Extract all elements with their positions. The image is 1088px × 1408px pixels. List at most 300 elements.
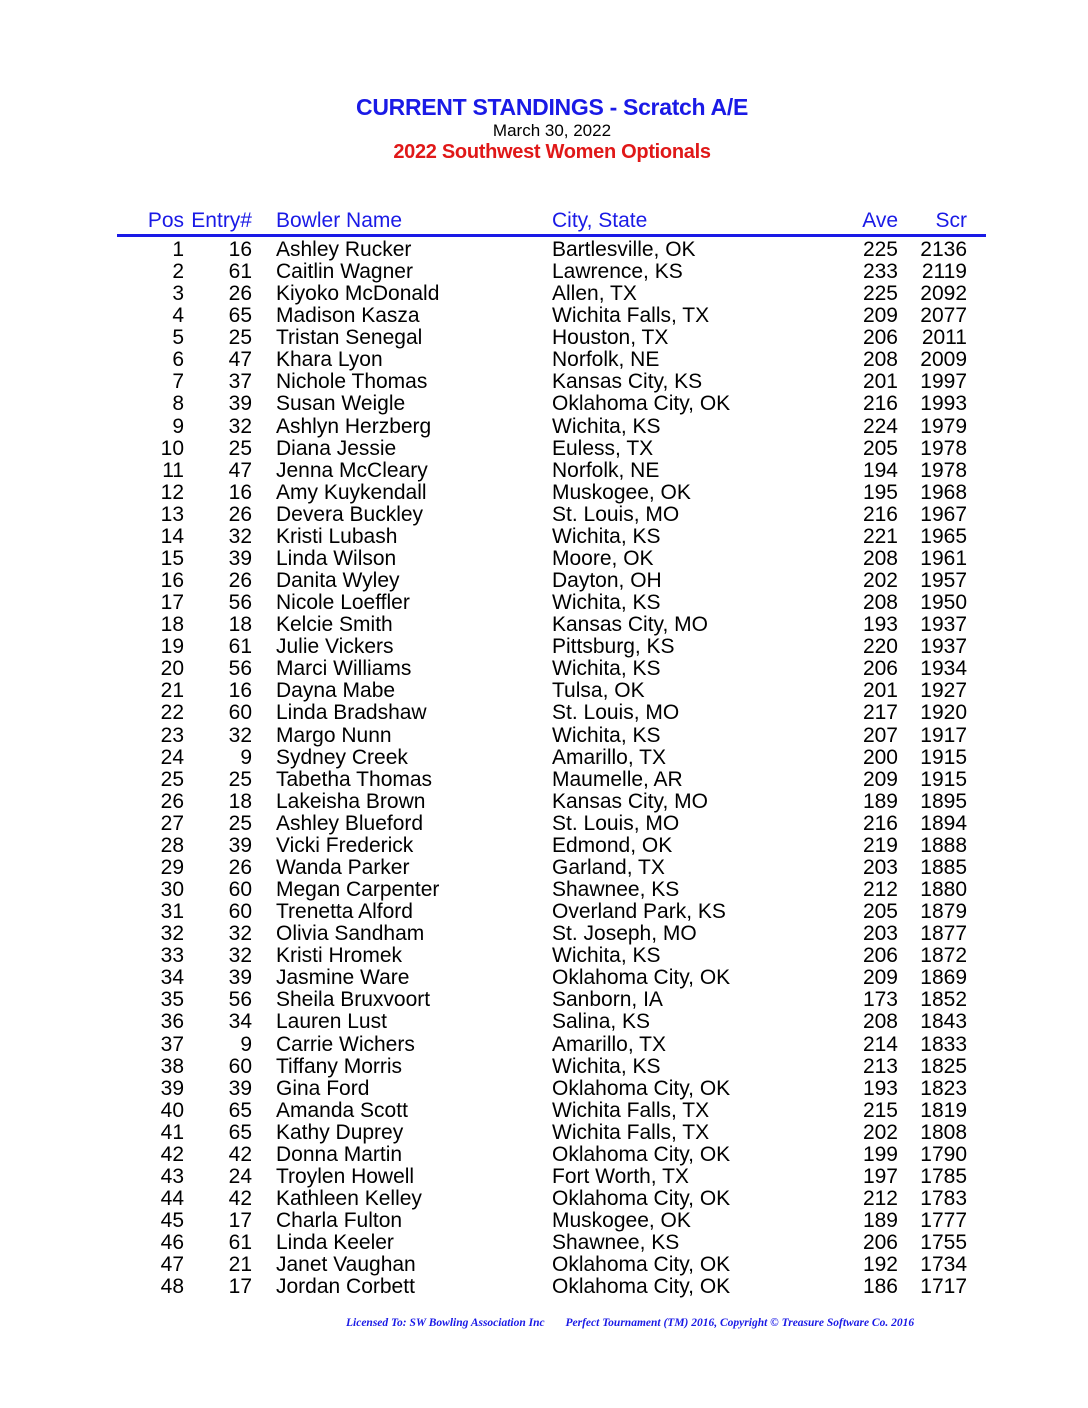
cell-name: Megan Carpenter: [276, 878, 440, 902]
cell-entry: 18: [228, 789, 252, 813]
cell-name: Kathleen Kelley: [276, 1187, 422, 1210]
cell-city: Oklahoma City, OK: [552, 966, 731, 990]
cell-pos: 4: [172, 304, 184, 328]
table-row: [0, 1078, 1088, 1100]
cell-ave: 208: [862, 348, 898, 372]
cell-entry: 16: [228, 238, 252, 261]
cell-scr: 1877: [920, 922, 967, 946]
cell-city: Salina, KS: [552, 1010, 651, 1034]
cell-ave: 208: [862, 1010, 898, 1034]
cell-entry: 60: [228, 701, 252, 725]
cell-scr: 1885: [920, 855, 967, 879]
table-row: [0, 1210, 1088, 1232]
cell-pos: 12: [160, 480, 184, 504]
cell-name: Janet Vaughan: [276, 1253, 416, 1277]
cell-scr: 1783: [920, 1187, 967, 1210]
cell-pos: 18: [160, 613, 184, 637]
cell-scr: 1777: [920, 1209, 967, 1233]
cell-scr: 1790: [920, 1142, 967, 1166]
col-header-entry: Entry#: [191, 209, 252, 232]
cell-pos: 2: [172, 260, 184, 284]
cell-pos: 23: [160, 723, 184, 747]
cell-entry: 56: [228, 988, 252, 1012]
cell-scr: 2136: [920, 238, 967, 261]
cell-ave: 216: [862, 392, 898, 416]
cell-pos: 33: [160, 944, 184, 968]
cell-ave: 216: [862, 811, 898, 835]
cell-city: Norfolk, NE: [552, 348, 660, 372]
table-row: [0, 769, 1088, 791]
cell-city: Wichita, KS: [552, 944, 661, 968]
cell-entry: 42: [228, 1187, 252, 1210]
cell-scr: 1819: [920, 1098, 967, 1122]
cell-name: Vicki Frederick: [276, 833, 414, 857]
cell-city: St. Louis, MO: [552, 811, 680, 835]
cell-name: Devera Buckley: [276, 502, 424, 526]
cell-scr: 1927: [920, 679, 967, 703]
cell-name: Carrie Wichers: [276, 1032, 415, 1056]
table-row: [0, 725, 1088, 747]
table-row: [0, 680, 1088, 702]
cell-name: Troylen Howell: [276, 1164, 415, 1188]
cell-ave: 208: [862, 591, 898, 615]
cell-scr: 1823: [920, 1076, 967, 1100]
cell-ave: 207: [862, 723, 898, 747]
cell-entry: 34: [228, 1010, 252, 1034]
cell-name: Lakeisha Brown: [276, 789, 426, 813]
cell-entry: 60: [228, 1054, 252, 1078]
cell-pos: 16: [160, 569, 184, 593]
cell-pos: 31: [160, 900, 184, 924]
cell-scr: 1894: [920, 811, 967, 835]
cell-pos: 29: [160, 855, 184, 879]
cell-ave: 195: [862, 480, 898, 504]
cell-ave: 203: [862, 855, 898, 879]
cell-name: Diana Jessie: [276, 436, 397, 460]
cell-scr: 2011: [921, 326, 967, 350]
cell-scr: 1869: [920, 966, 967, 990]
cell-pos: 9: [172, 414, 184, 438]
table-row: [0, 482, 1088, 504]
cell-city: Sanborn, IA: [552, 988, 663, 1012]
cell-pos: 17: [160, 591, 184, 615]
cell-city: Moore, OK: [552, 546, 654, 570]
cell-scr: 1852: [920, 988, 967, 1012]
cell-entry: 32: [228, 524, 252, 548]
table-row: [0, 967, 1088, 989]
cell-city: Wichita, KS: [552, 414, 661, 438]
cell-name: Ashley Rucker: [276, 238, 412, 261]
cell-city: Oklahoma City, OK: [552, 1275, 731, 1299]
cell-ave: 205: [862, 436, 898, 460]
cell-city: Tulsa, OK: [552, 679, 645, 703]
cell-entry: 42: [228, 1142, 252, 1166]
cell-entry: 32: [228, 723, 252, 747]
cell-entry: 26: [228, 855, 252, 879]
cell-name: Kristi Hromek: [276, 944, 403, 968]
table-row: [0, 504, 1088, 526]
cell-scr: 1978: [920, 436, 967, 460]
col-header-name: Bowler Name: [276, 209, 403, 232]
table-row: [0, 416, 1088, 438]
cell-pos: 22: [160, 701, 184, 725]
cell-pos: 11: [162, 458, 184, 482]
cell-city: Oklahoma City, OK: [552, 1142, 731, 1166]
cell-ave: 209: [862, 966, 898, 990]
cell-scr: 1833: [920, 1032, 967, 1056]
cell-entry: 61: [228, 260, 252, 284]
cell-name: Tristan Senegal: [276, 326, 423, 350]
cell-city: Oklahoma City, OK: [552, 1187, 731, 1210]
cell-city: Wichita Falls, TX: [552, 304, 710, 328]
cell-ave: 202: [862, 1120, 898, 1144]
table-row: [0, 614, 1088, 636]
footer: [346, 1317, 932, 1329]
cell-scr: 1915: [920, 745, 967, 769]
cell-pos: 24: [160, 745, 184, 769]
cell-name: Danita Wyley: [276, 569, 400, 593]
cell-ave: 206: [862, 326, 898, 350]
cell-ave: 200: [862, 745, 898, 769]
cell-city: Shawnee, KS: [552, 878, 680, 902]
cell-ave: 192: [862, 1253, 898, 1277]
table-row: [0, 901, 1088, 923]
cell-entry: 25: [228, 767, 252, 791]
cell-entry: 24: [228, 1164, 252, 1188]
cell-ave: 209: [862, 767, 898, 791]
cell-entry: 16: [228, 679, 252, 703]
cell-name: Dayna Mabe: [276, 679, 396, 703]
cell-city: Amarillo, TX: [552, 1032, 666, 1056]
col-header-pos: Pos: [147, 209, 184, 232]
cell-name: Kristi Lubash: [276, 524, 398, 548]
cell-entry: 16: [228, 480, 252, 504]
cell-name: Olivia Sandham: [276, 922, 425, 946]
table-row: [0, 945, 1088, 967]
cell-city: Oklahoma City, OK: [552, 1076, 731, 1100]
cell-scr: 2009: [920, 348, 967, 372]
table-row: [0, 1232, 1088, 1254]
cell-city: Muskogee, OK: [552, 480, 691, 504]
cell-entry: 9: [240, 745, 252, 769]
table-row: [0, 702, 1088, 724]
cell-entry: 65: [228, 1098, 252, 1122]
cell-entry: 56: [228, 591, 252, 615]
cell-name: Caitlin Wagner: [276, 260, 413, 284]
cell-pos: 38: [160, 1054, 184, 1078]
table-row: [0, 1276, 1088, 1298]
cell-city: Wichita Falls, TX: [552, 1120, 710, 1144]
cell-city: Kansas City, MO: [552, 789, 708, 813]
cell-scr: 1965: [920, 524, 967, 548]
table-row: [0, 1188, 1088, 1210]
cell-scr: 1937: [920, 635, 967, 659]
cell-ave: 217: [862, 701, 898, 725]
table-row: [0, 791, 1088, 813]
cell-ave: 209: [862, 304, 898, 328]
cell-entry: 26: [228, 569, 252, 593]
table-row: [0, 393, 1088, 415]
table-row: [0, 327, 1088, 349]
cell-city: Fort Worth, TX: [552, 1164, 689, 1188]
cell-pos: 21: [160, 679, 184, 703]
cell-scr: 1997: [920, 370, 967, 394]
cell-entry: 65: [228, 304, 252, 328]
cell-scr: 1872: [920, 944, 967, 968]
cell-ave: 189: [862, 789, 898, 813]
cell-pos: 20: [160, 657, 184, 681]
cell-pos: 28: [160, 833, 184, 857]
cell-city: St. Louis, MO: [552, 502, 680, 526]
cell-entry: 65: [228, 1120, 252, 1144]
cell-entry: 47: [228, 458, 252, 482]
cell-city: Muskogee, OK: [552, 1209, 691, 1233]
table-row: [0, 570, 1088, 592]
table-row: [0, 857, 1088, 879]
cell-entry: 26: [228, 282, 252, 306]
cell-ave: 205: [862, 900, 898, 924]
cell-ave: 225: [862, 238, 898, 261]
cell-pos: 44: [160, 1187, 184, 1210]
cell-entry: 37: [228, 370, 252, 394]
cell-city: Wichita, KS: [552, 723, 661, 747]
table-row: [0, 1166, 1088, 1188]
cell-scr: 1967: [920, 502, 967, 526]
cell-entry: 32: [228, 922, 252, 946]
cell-ave: 224: [862, 414, 898, 438]
cell-name: Madison Kasza: [276, 304, 420, 328]
cell-name: Trenetta Alford: [276, 900, 413, 924]
cell-scr: 1888: [920, 833, 967, 857]
cell-ave: 199: [862, 1142, 898, 1166]
cell-scr: 1993: [920, 392, 967, 416]
cell-name: Nichole Thomas: [276, 370, 428, 394]
cell-pos: 27: [160, 811, 184, 835]
cell-scr: 1950: [920, 591, 967, 615]
cell-pos: 34: [160, 966, 184, 990]
cell-name: Amy Kuykendall: [276, 480, 427, 504]
cell-entry: 21: [228, 1253, 252, 1277]
cell-name: Ashlyn Herzberg: [276, 414, 432, 438]
cell-pos: 10: [160, 436, 184, 460]
cell-scr: 1937: [920, 613, 967, 637]
cell-ave: 213: [862, 1054, 898, 1078]
cell-entry: 39: [228, 833, 252, 857]
table-row: [0, 1144, 1088, 1166]
cell-entry: 32: [228, 414, 252, 438]
cell-name: Linda Bradshaw: [276, 701, 427, 725]
cell-city: Wichita, KS: [552, 591, 661, 615]
cell-scr: 1755: [920, 1231, 967, 1255]
cell-city: Wichita, KS: [552, 1054, 661, 1078]
cell-ave: 189: [862, 1209, 898, 1233]
cell-city: Houston, TX: [552, 326, 669, 350]
table-row: [0, 1034, 1088, 1056]
cell-name: Kathy Duprey: [276, 1120, 404, 1144]
cell-scr: 1978: [920, 458, 967, 482]
cell-pos: 37: [160, 1032, 184, 1056]
cell-pos: 25: [160, 767, 184, 791]
cell-pos: 36: [160, 1010, 184, 1034]
cell-name: Jenna McCleary: [276, 458, 428, 482]
cell-name: Wanda Parker: [276, 855, 410, 879]
cell-pos: 41: [160, 1120, 184, 1144]
cell-scr: 1957: [920, 569, 967, 593]
cell-entry: 47: [228, 348, 252, 372]
cell-scr: 1917: [920, 723, 967, 747]
header-divider: [117, 234, 986, 237]
cell-scr: 1717: [920, 1275, 967, 1299]
cell-city: Wichita Falls, TX: [552, 1098, 710, 1122]
cell-name: Sydney Creek: [276, 745, 408, 769]
table-row: [0, 1011, 1088, 1033]
table-row: [0, 989, 1088, 1011]
cell-ave: 201: [862, 370, 898, 394]
table-row: [0, 526, 1088, 548]
cell-entry: 61: [228, 635, 252, 659]
cell-scr: 1920: [920, 701, 967, 725]
table-row: [0, 1122, 1088, 1144]
cell-ave: 233: [862, 260, 898, 284]
cell-pos: 32: [160, 922, 184, 946]
cell-city: St. Joseph, MO: [552, 922, 697, 946]
cell-ave: 219: [862, 833, 898, 857]
table-row: [0, 239, 1088, 261]
cell-scr: 1915: [920, 767, 967, 791]
cell-city: Pittsburg, KS: [552, 635, 675, 659]
cell-name: Jordan Corbett: [276, 1275, 415, 1299]
cell-name: Sheila Bruxvoort: [276, 988, 431, 1012]
table-row: [0, 658, 1088, 680]
cell-name: Tabetha Thomas: [276, 767, 433, 791]
table-row: [0, 1254, 1088, 1276]
table-row: [0, 438, 1088, 460]
cell-pos: 6: [172, 348, 184, 372]
cell-pos: 5: [172, 326, 184, 350]
cell-ave: 197: [862, 1164, 898, 1188]
cell-pos: 39: [160, 1076, 184, 1100]
cell-scr: 1880: [920, 878, 967, 902]
cell-scr: 1979: [920, 414, 967, 438]
table-row: [0, 879, 1088, 901]
cell-pos: 46: [160, 1231, 184, 1255]
tournament-name: 2022 Southwest Women Optionals: [393, 141, 711, 163]
table-row: [0, 548, 1088, 570]
cell-ave: 212: [862, 1187, 898, 1210]
table-row: [0, 371, 1088, 393]
cell-name: Gina Ford: [276, 1076, 370, 1100]
cell-ave: 202: [862, 569, 898, 593]
cell-scr: 1895: [920, 789, 967, 813]
cell-city: Lawrence, KS: [552, 260, 683, 284]
cell-pos: 13: [160, 502, 184, 526]
table-row: [0, 835, 1088, 857]
cell-name: Donna Martin: [276, 1142, 403, 1166]
cell-city: Allen, TX: [552, 282, 637, 306]
cell-city: Amarillo, TX: [552, 745, 666, 769]
table-row: [0, 592, 1088, 614]
cell-city: Wichita, KS: [552, 657, 661, 681]
cell-city: Maumelle, AR: [552, 767, 683, 791]
cell-pos: 26: [160, 789, 184, 813]
table-row: [0, 747, 1088, 769]
cell-ave: 201: [862, 679, 898, 703]
cell-name: Kelcie Smith: [276, 613, 393, 637]
cell-scr: 1843: [920, 1010, 967, 1034]
table-row: [0, 349, 1088, 371]
cell-scr: 1961: [920, 546, 967, 570]
cell-ave: 193: [862, 1076, 898, 1100]
cell-name: Charla Fulton: [276, 1209, 403, 1233]
table-row: [0, 261, 1088, 283]
cell-name: Kiyoko McDonald: [276, 282, 440, 306]
cell-name: Ashley Blueford: [276, 811, 424, 835]
cell-city: Kansas City, KS: [552, 370, 703, 394]
cell-scr: 2077: [920, 304, 967, 328]
cell-ave: 215: [862, 1098, 898, 1122]
cell-ave: 212: [862, 878, 898, 902]
cell-name: Marci Williams: [276, 657, 412, 681]
cell-ave: 186: [862, 1275, 898, 1299]
table-row: [0, 460, 1088, 482]
cell-city: Shawnee, KS: [552, 1231, 680, 1255]
cell-entry: 56: [228, 657, 252, 681]
cell-ave: 208: [862, 546, 898, 570]
cell-pos: 1: [172, 238, 184, 261]
cell-entry: 39: [228, 966, 252, 990]
cell-scr: 1968: [920, 480, 967, 504]
cell-city: Oklahoma City, OK: [552, 1253, 731, 1277]
cell-ave: 206: [862, 944, 898, 968]
cell-pos: 40: [160, 1098, 184, 1122]
table-header: [0, 209, 1088, 235]
cell-pos: 45: [160, 1209, 184, 1233]
cell-entry: 39: [228, 1076, 252, 1100]
page-title: CURRENT STANDINGS - Scratch A/E: [356, 94, 748, 120]
cell-pos: 15: [160, 546, 184, 570]
cell-entry: 39: [228, 546, 252, 570]
cell-name: Jasmine Ware: [276, 966, 410, 990]
cell-name: Lauren Lust: [276, 1010, 387, 1034]
cell-scr: 1808: [920, 1120, 967, 1144]
cell-scr: 2092: [920, 282, 967, 306]
cell-name: Tiffany Morris: [276, 1054, 403, 1078]
cell-entry: 60: [228, 878, 252, 902]
cell-entry: 32: [228, 944, 252, 968]
cell-ave: 206: [862, 657, 898, 681]
table-row: [0, 283, 1088, 305]
cell-ave: 220: [862, 635, 898, 659]
cell-scr: 2119: [921, 260, 967, 284]
cell-city: Kansas City, MO: [552, 613, 708, 637]
cell-pos: 30: [160, 878, 184, 902]
cell-scr: 1879: [920, 900, 967, 924]
cell-name: Nicole Loeffler: [276, 591, 410, 615]
col-header-ave: Ave: [862, 209, 898, 232]
cell-ave: 203: [862, 922, 898, 946]
col-header-city: City, State: [552, 209, 648, 232]
table-row: [0, 1056, 1088, 1078]
cell-scr: 1934: [920, 657, 967, 681]
table-row: [0, 636, 1088, 658]
cell-entry: 25: [228, 811, 252, 835]
cell-entry: 60: [228, 900, 252, 924]
cell-pos: 3: [172, 282, 184, 306]
col-header-scr: Scr: [935, 209, 967, 232]
cell-pos: 7: [172, 370, 184, 394]
table-row: [0, 813, 1088, 835]
cell-name: Julie Vickers: [276, 635, 394, 659]
